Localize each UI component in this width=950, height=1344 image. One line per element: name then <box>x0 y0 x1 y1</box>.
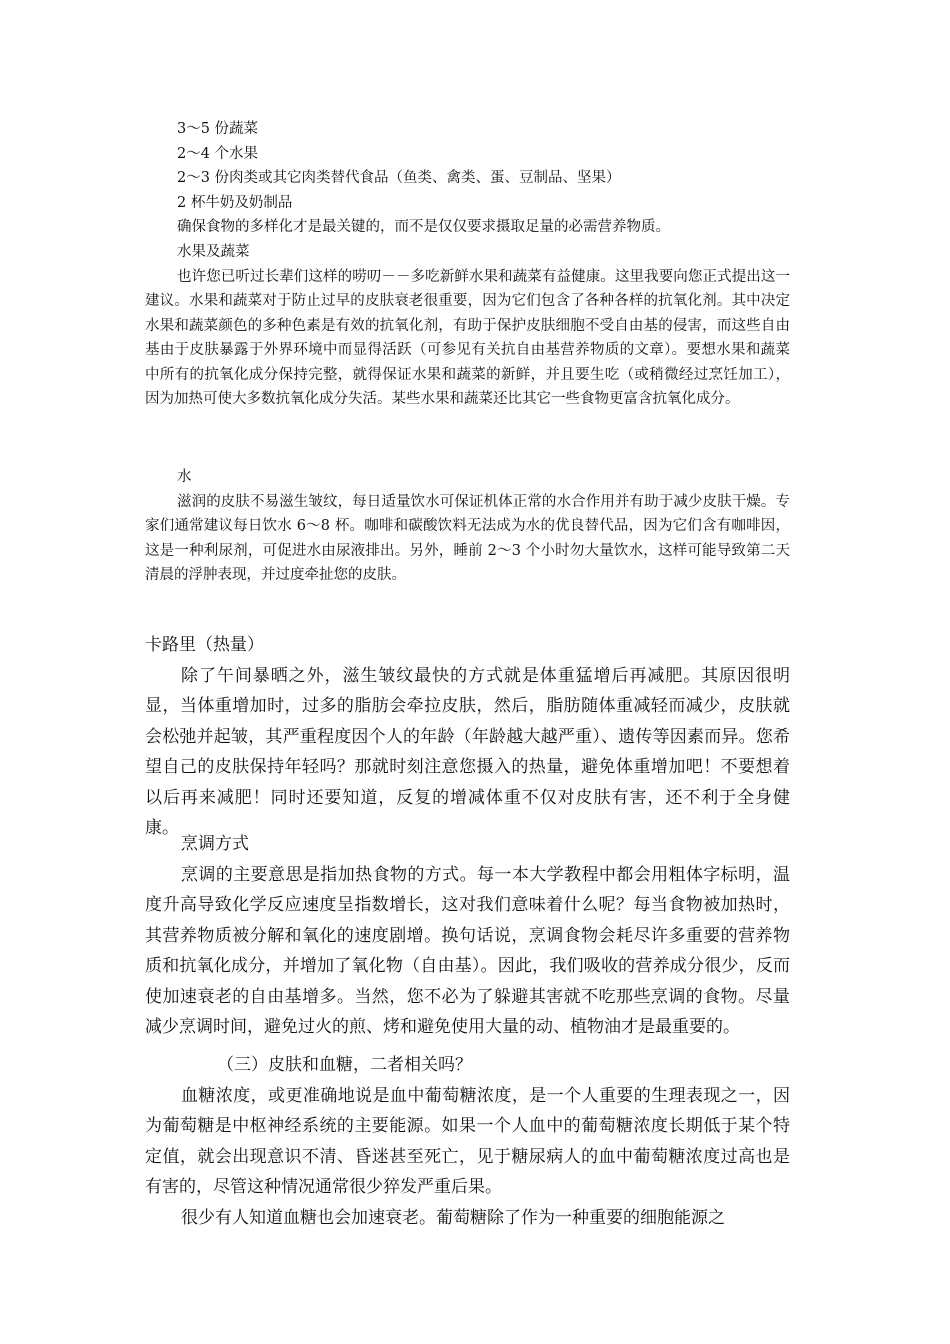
list-item: 3～5 份蔬菜 <box>177 121 259 137</box>
section-paragraph: 烹调的主要意思是指加热食物的方式。每一本大学教程中都会用粗体字标明，温度升高导致化学反应速度呈指数增长，这对我们意味着什么呢？每当食物被加热时，其营养物质被分解和氧化的速度剧增。换句话说，烹调食物会耗尽许多重要的营养物质和抗氧化成分，并增加了氧化物（自由基）。因此，我们吸收的营养成分很少，反而使加速衰老的自由基增多。当然，您不必为了躲避其害就不吃那些烹调的食物。尽量减少烹调时间，避免过火的煎、烤和避免使用大量的动、植物油才是最重要的。 <box>145 864 790 1037</box>
section-paragraph: 很少有人知道血糖也会加速衰老。葡萄糖除了作为一种重要的细胞能源之 <box>181 1207 725 1228</box>
list-item: 2 杯牛奶及奶制品 <box>177 194 293 211</box>
section-heading: （三）皮肤和血糖，二者相关吗？ <box>217 1055 472 1075</box>
section-paragraph: 滋润的皮肤不易滋生皱纹，每日适量饮水可保证机体正常的水合作用并有助于减少皮肤干燥。专家们通常建议每日饮水 6～8 杯。咖啡和碳酸饮料无法成为水的优良替代品，因为它们含有咖啡因，这是一种利尿剂，可促进水由尿液排出。另外，睡前 2～3 个小时勿大量饮水，这样可能导致第二天清晨的浮肿表现，并过度牵扯您的皮肤。 <box>145 493 790 583</box>
section-calorie <box>145 630 790 844</box>
list-item: 2～3 份肉类或其它肉类替代食品（鱼类、禽类、蛋、豆制品、坚果） <box>177 170 621 186</box>
section-blood-sugar <box>145 1050 790 1233</box>
section-fruits <box>145 240 790 412</box>
list-item: 确保食物的多样化才是最关键的，而不是仅仅要求摄取足量的必需营养物质。 <box>177 219 670 235</box>
section-heading: 卡路里（热量） <box>145 635 264 655</box>
section-paragraph: 也许您已听过长辈们这样的唠叨－－多吃新鲜水果和蔬菜有益健康。这里我要向您正式提出这一建议。水果和蔬菜对于防止过早的皮肤衰老很重要，因为它们包含了各种各样的抗氧化剂。其中决定水果和蔬菜颜色的多种色素是有效的抗氧化剂，有助于保护皮肤细胞不受自由基的侵害，而这些自由基由于皮肤暴露于外界环境中而显得活跃（可参见有关抗自由基营养物质的文章）。要想水果和蔬菜中所有的抗氧化成分保持完整，就得保证水果和蔬菜的新鲜，并且要生吃（或稍微经过烹饪加工），因为加热可使大多数抗氧化成分失活。某些水果和蔬菜还比其它一些食物更富含抗氧化成分。 <box>145 268 790 407</box>
section-water <box>145 465 790 588</box>
list-item: 2～4 个水果 <box>177 145 259 162</box>
section-heading: 水果及蔬菜 <box>177 244 250 260</box>
section-paragraph: 血糖浓度，或更准确地说是血中葡萄糖浓度，是一个人重要的生理表现之一，因为葡萄糖是中枢神经系统的主要能源。如果一个人血中的葡萄糖浓度长期低于某个特定值，就会出现意识不清、昏迷甚至死亡，见于糖尿病人的血中葡萄糖浓度过高也是有害的，尽管这种情况通常很少猝发严重后果。 <box>145 1085 790 1197</box>
section-heading: 水 <box>177 469 192 485</box>
section-paragraph: 除了午间暴晒之外，滋生皱纹最快的方式就是体重猛增后再减肥。其原因很明显，当体重增加时，过多的脂肪会牵拉皮肤，然后，脂肪随体重减轻而减少，皮肤就会松弛并起皱，其严重程度因个人的年龄（年龄越大越严重）、遗传等因素而异。您希望自己的皮肤保持年轻吗？那就时刻注意您摄入的热量，避免体重增加吧！不要想着以后再来减肥！同时还要知道，反复的增减体重不仅对皮肤有害，还不利于全身健康。 <box>145 665 790 838</box>
diet-list <box>145 117 790 240</box>
section-heading: 烹调方式 <box>181 834 249 854</box>
section-cooking <box>145 829 790 1043</box>
